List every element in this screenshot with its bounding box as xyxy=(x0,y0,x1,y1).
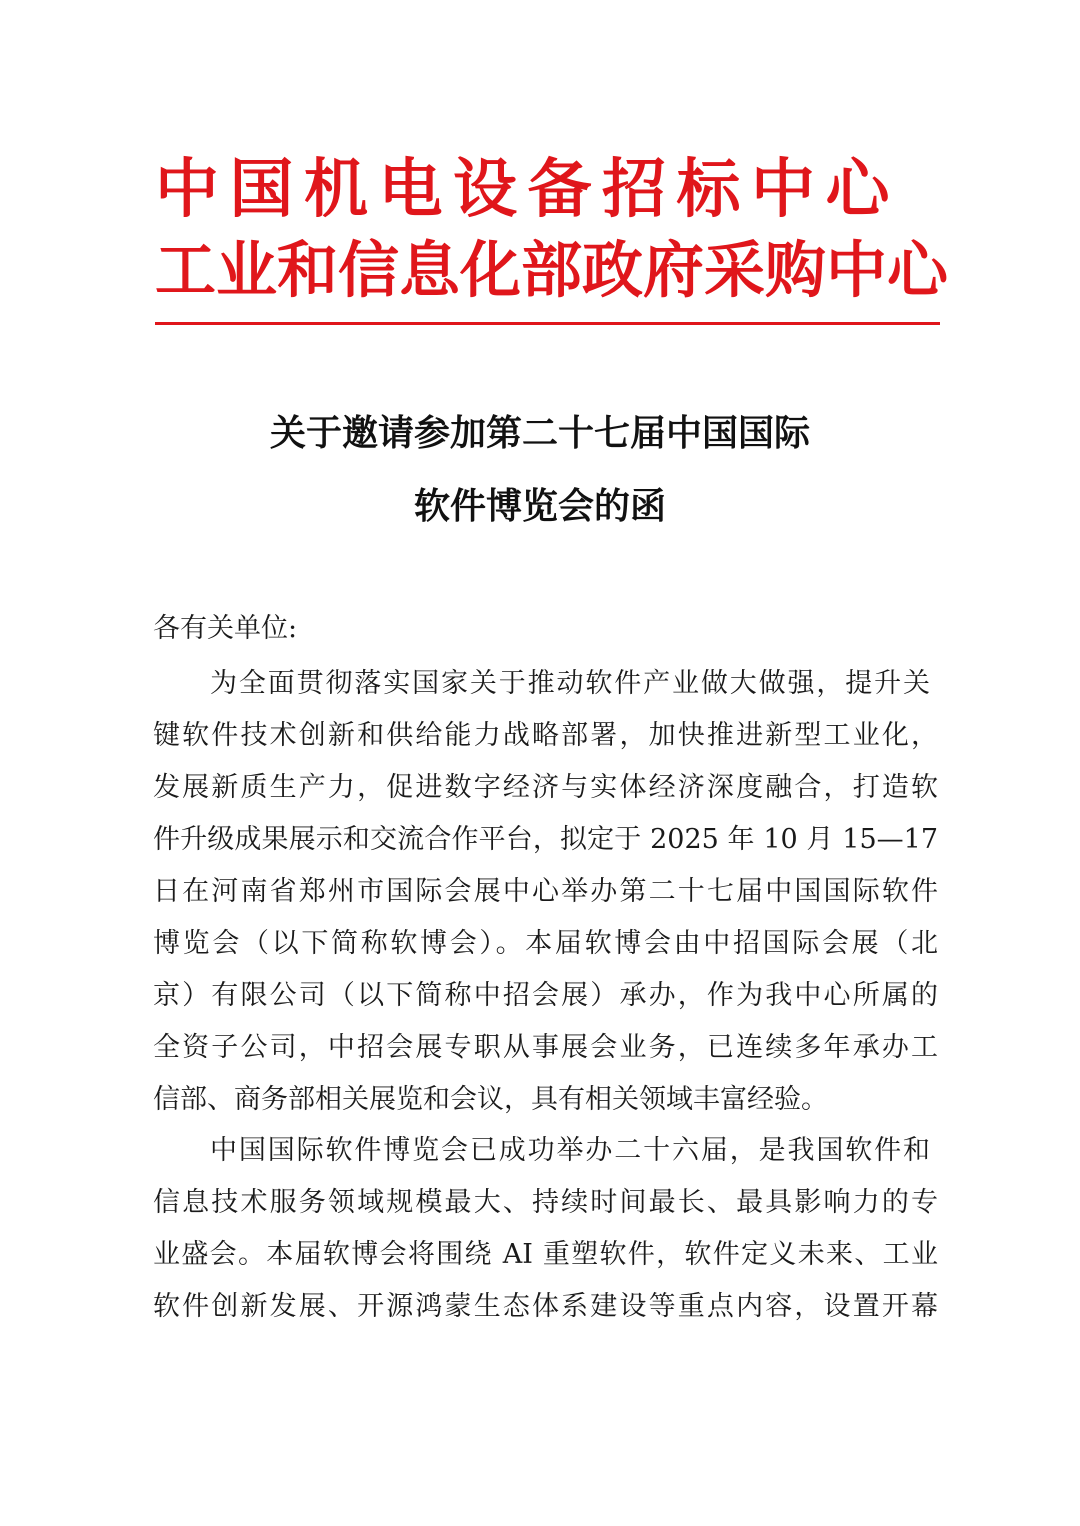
salutation: 各有关单位: xyxy=(153,613,298,644)
paragraph-1-line-6: 博览会（以下简称软博会）。本届软博会由中招国际会展（北 xyxy=(153,928,938,959)
paragraph-1-line-1: 为全面贯彻落实国家关于推动软件产业做大做强，提升关 xyxy=(210,668,930,699)
paragraph-1-line-5: 日在河南省郑州市国际会展中心举办第二十七届中国国际软件 xyxy=(153,876,938,907)
paragraph-1-line-9: 信部、商务部相关展览和会议，具有相关领域丰富经验。 xyxy=(153,1084,828,1115)
document-title-line-1: 关于邀请参加第二十七届中国国际 xyxy=(269,412,810,454)
paragraph-1-line-4: 件升级成果展示和交流合作平台，拟定于 2025 年 10 月 15—17 xyxy=(153,824,938,855)
paragraph-2-line-2: 信息技术服务领域规模最大、持续时间最长、最具影响力的专 xyxy=(153,1187,938,1218)
paragraph-1-line-3: 发展新质生产力，促进数字经济与实体经济深度融合，打造软 xyxy=(153,772,938,803)
paragraph-1-line-8: 全资子公司，中招会展专职从事展会业务，已连续多年承办工 xyxy=(153,1032,938,1063)
letterhead-red-rule xyxy=(155,322,940,325)
paragraph-2-line-4: 软件创新发展、开源鸿蒙生态体系建设等重点内容，设置开幕 xyxy=(153,1291,938,1322)
paragraph-2-line-1: 中国国际软件博览会已成功举办二十六届，是我国软件和 xyxy=(210,1135,930,1166)
paragraph-1-line-7: 京）有限公司（以下简称中招会展）承办，作为我中心所属的 xyxy=(153,980,938,1011)
document-title-line-2: 软件博览会的函 xyxy=(413,485,666,527)
letterhead-org-name-1: 中国机电设备招标中心 xyxy=(155,153,900,227)
letterhead-org-name-2: 工业和信息化部政府采购中心 xyxy=(155,235,949,306)
paragraph-2-line-3: 业盛会。本届软博会将围绕 AI 重塑软件，软件定义未来、工业 xyxy=(153,1239,938,1270)
paragraph-1-line-2: 键软件技术创新和供给能力战略部署，加快推进新型工业化， xyxy=(153,720,938,751)
